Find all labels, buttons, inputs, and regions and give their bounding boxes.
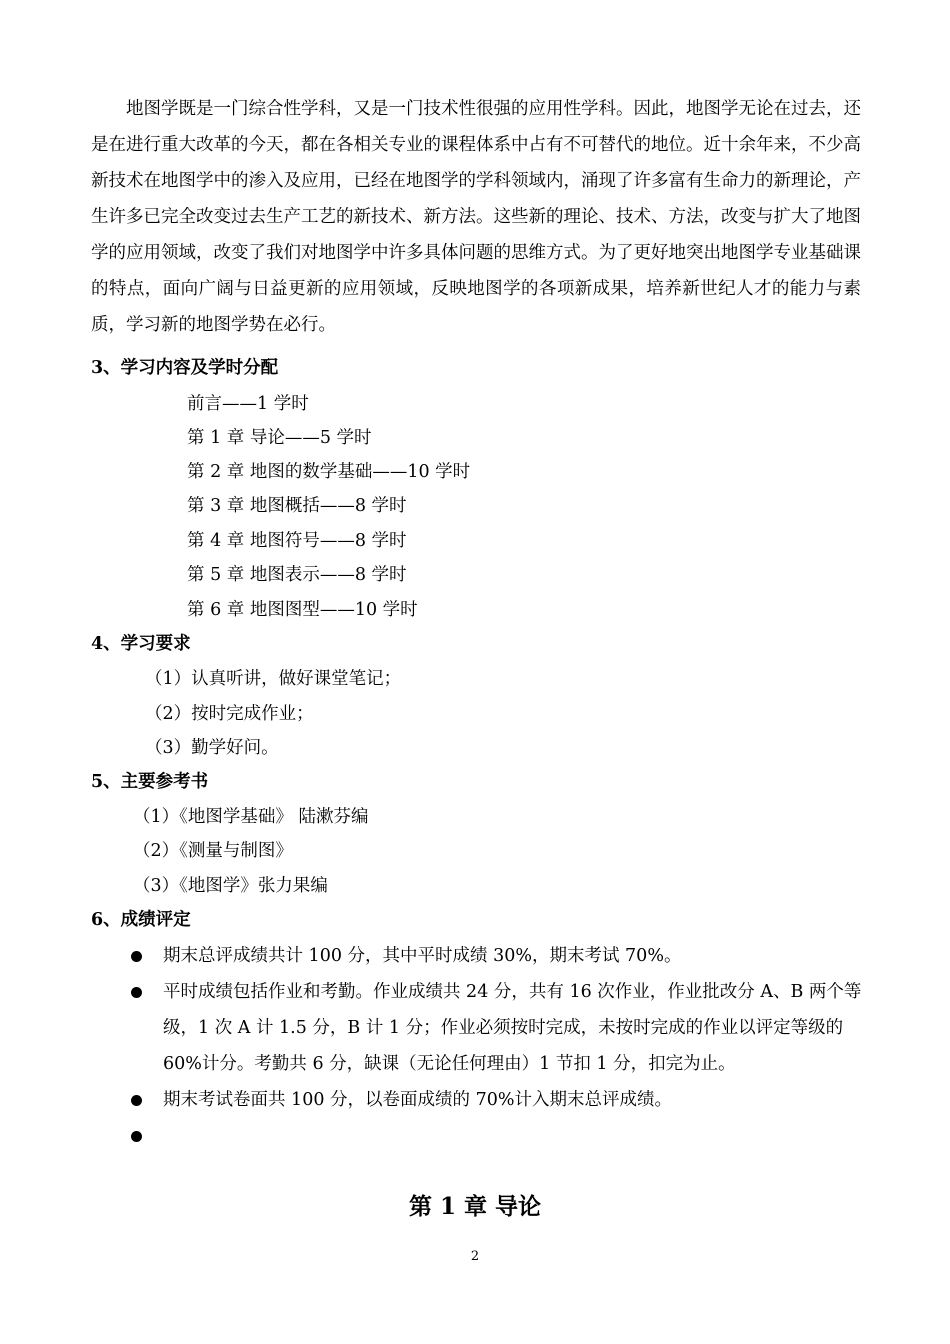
requirement-item: （1）认真听讲，做好课堂笔记； xyxy=(145,669,402,689)
requirement-item: （3）勤学好问。 xyxy=(145,738,279,758)
schedule-item: 第 6 章 地图图型——10 学时 xyxy=(187,600,418,620)
reference-item: （2）《测量与制图》 xyxy=(133,841,293,861)
section-5-heading: 5、主要参考书 xyxy=(91,772,209,792)
chapter-title: 第 1 章 导论 xyxy=(408,1193,542,1220)
section-3-heading: 3、学习内容及学时分配 xyxy=(91,358,279,378)
schedule-item: 第 4 章 地图符号——8 学时 xyxy=(187,531,407,551)
intro-paragraph: 地图学既是一门综合性学科，又是一门技术性很强的应用性学科。因此，地图学无论在过去，还是在进行重大改革的今天，都在各相关专业的课程体系中占有不可替代的地位。近十余年来，不少高新技术在地图学中的渗入及应用，已经在地图学的学科领域内，涌现了许多富有生命力的新理论，产生许多已完全改变过去生产工艺的新技术、新方法。这些新的理论、技术、方法，改变与扩大了地图学的应用领域，改变了我们对地图学中许多具体问题的思维方式。为了更好地突出地图学专业基础课的特点，面向广阔与日益更新的应用领域，反映地图学的各项新成果，培养新世纪人才的能力与素质，学习新的地图学势在必行。 xyxy=(91,99,861,335)
section-6-heading: 6、成绩评定 xyxy=(91,910,191,930)
schedule-item: 第 2 章 地图的数学基础——10 学时 xyxy=(187,462,471,482)
section-4-heading: 4、学习要求 xyxy=(91,634,191,654)
reference-item: （3）《地图学》张力果编 xyxy=(133,876,328,896)
page-number: 2 xyxy=(470,1249,480,1264)
requirement-item: （2）按时完成作业； xyxy=(145,704,314,724)
bullet-dot-icon xyxy=(131,1131,142,1142)
schedule-item: 第 1 章 导论——5 学时 xyxy=(187,428,372,448)
schedule-item: 第 5 章 地图表示——8 学时 xyxy=(187,565,407,585)
reference-item: （1）《地图学基础》 陆漱芬编 xyxy=(133,807,369,827)
bullet-dot-icon xyxy=(131,1095,142,1106)
grading-bullet-text: 平时成绩包括作业和考勤。作业成绩共 24 分，共有 16 次作业，作业批改分 A、B 两个等级，1 次 A 计 1.5 分，B 计 1 分；作业必须按时完成，未按时完成的作业以评定等级的 60%计分。考勤共 6 分，缺课（无论任何理由）1 节扣 1 分，扣完为止。 xyxy=(163,982,862,1074)
bullet-dot-icon xyxy=(131,951,142,962)
schedule-item: 第 3 章 地图概括——8 学时 xyxy=(187,496,407,516)
grading-bullet-text: 期末总评成绩共计 100 分，其中平时成绩 30%，期末考试 70%。 xyxy=(163,946,682,966)
bullet-dot-icon xyxy=(131,987,142,998)
grading-bullet-text: 期末考试卷面共 100 分，以卷面成绩的 70%计入期末总评成绩。 xyxy=(163,1090,672,1110)
schedule-item: 前言——1 学时 xyxy=(187,394,309,414)
